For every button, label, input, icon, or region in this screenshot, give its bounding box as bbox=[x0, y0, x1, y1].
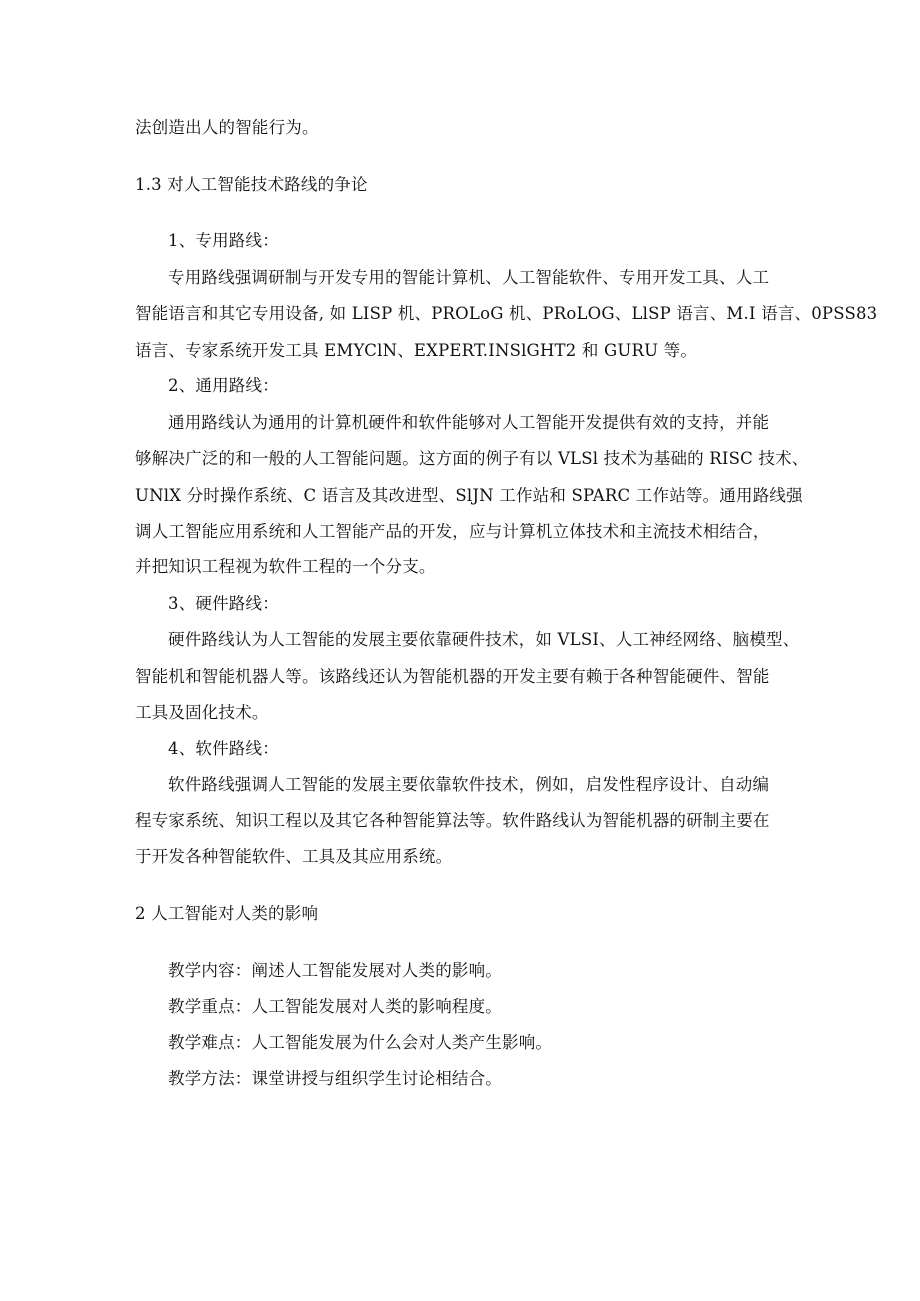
teaching-key-point: 教学重点：人工智能发展对人类的影响程度。 bbox=[168, 997, 502, 1016]
route-4-title: 4、软件路线： bbox=[168, 739, 279, 758]
section-2-heading: 2 人工智能对人类的影响 bbox=[135, 904, 319, 923]
route-2-line-3: UNlX 分时操作系统、C 语言及其改进型、SlJN 工作站和 SPARC 工作站等。通用路线强 bbox=[135, 486, 803, 505]
route-4-line-2: 程专家系统、知识工程以及其它各种智能算法等。软件路线认为智能机器的研制主要在 bbox=[135, 811, 770, 830]
route-2-line-5: 并把知识工程视为软件工程的一个分支。 bbox=[135, 557, 436, 576]
intro-tail-text: 法创造出人的智能行为。 bbox=[135, 118, 319, 137]
route-3-title: 3、硬件路线： bbox=[168, 594, 279, 613]
section-1-3-heading: 1.3 对人工智能技术路线的争论 bbox=[135, 175, 368, 194]
route-3-line-3: 工具及固化技术。 bbox=[135, 703, 269, 722]
route-2-line-4: 调人工智能应用系统和人工智能产品的开发，应与计算机立体技术和主流技术相结合， bbox=[135, 522, 770, 541]
teaching-content: 教学内容：阐述人工智能发展对人类的影响。 bbox=[168, 961, 502, 980]
route-2-title: 2、通用路线： bbox=[168, 376, 279, 395]
route-2-line-1: 通用路线认为通用的计算机硬件和软件能够对人工智能开发提供有效的支持，并能 bbox=[168, 413, 770, 432]
route-4-line-3: 于开发各种智能软件、工具及其应用系统。 bbox=[135, 847, 453, 866]
route-1-line-2: 智能语言和其它专用设备, 如 LISP 机、PROLoG 机、PRoLOG、LlSP 语言、M.I 语言、0PSS83 bbox=[135, 304, 878, 323]
teaching-difficulty: 教学难点：人工智能发展为什么会对人类产生影响。 bbox=[168, 1033, 553, 1052]
route-2-line-2: 够解决广泛的和一般的人工智能问题。这方面的例子有以 VLSl 技术为基础的 RISC 技术、 bbox=[135, 449, 809, 468]
route-1-title: 1、专用路线： bbox=[168, 231, 279, 250]
teaching-method: 教学方法：课堂讲授与组织学生讨论相结合。 bbox=[168, 1069, 502, 1088]
route-1-line-1: 专用路线强调研制与开发专用的智能计算机、人工智能软件、专用开发工具、人工 bbox=[168, 268, 770, 287]
route-4-line-1: 软件路线强调人工智能的发展主要依靠软件技术，例如，启发性程序设计、自动编 bbox=[168, 775, 770, 794]
route-3-line-2: 智能机和智能机器人等。该路线还认为智能机器的开发主要有赖于各种智能硬件、智能 bbox=[135, 667, 770, 686]
route-3-line-1: 硬件路线认为人工智能的发展主要依靠硬件技术，如 VLSI、人工神经网络、脑模型、 bbox=[168, 630, 800, 649]
route-1-line-3: 语言、专家系统开发工具 EMYClN、EXPERT.INSlGHT2 和 GURU 等。 bbox=[135, 341, 698, 360]
